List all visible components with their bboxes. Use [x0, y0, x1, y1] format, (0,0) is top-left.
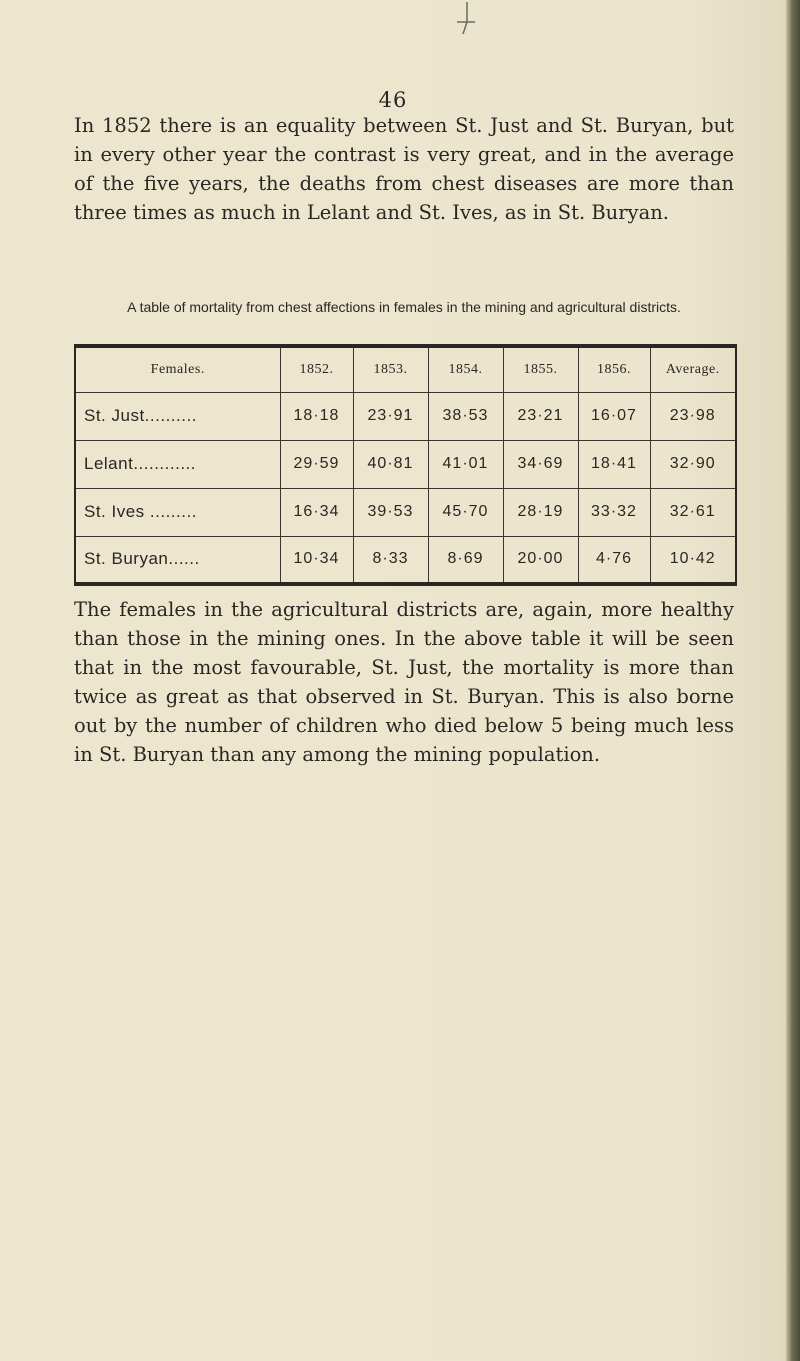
page-number: 46	[378, 88, 408, 112]
value-cell: 41·01	[428, 440, 503, 488]
district-cell: St. Just..........	[75, 392, 280, 440]
value-cell: 40·81	[353, 440, 428, 488]
value-cell: 8·33	[353, 536, 428, 584]
value-cell: 28·19	[503, 488, 578, 536]
value-cell: 20·00	[503, 536, 578, 584]
header-cell: 1854.	[428, 346, 503, 392]
value-cell: 23·91	[353, 392, 428, 440]
district-cell: St. Buryan......	[75, 536, 280, 584]
table-row	[75, 440, 736, 488]
table-caption: A table of mortality from chest affections in females in the mining and agricultural districts.	[127, 299, 681, 315]
value-cell: 29·59	[280, 440, 353, 488]
table-header-row	[75, 346, 736, 392]
value-cell: 32·61	[650, 488, 736, 536]
value-cell: 4·76	[578, 536, 650, 584]
table-row	[75, 536, 736, 584]
value-cell: 8·69	[428, 536, 503, 584]
header-cell: 1853.	[353, 346, 428, 392]
header-cell: 1852.	[280, 346, 353, 392]
header-cell: Females.	[75, 346, 280, 392]
value-cell: 23·98	[650, 392, 736, 440]
header-cell: 1856.	[578, 346, 650, 392]
value-cell: 32·90	[650, 440, 736, 488]
binding-edge	[786, 0, 800, 1361]
value-cell: 18·41	[578, 440, 650, 488]
value-cell: 45·70	[428, 488, 503, 536]
paragraph-1: In 1852 there is an equality between St. Just and St. Buryan, but in every other year the contrast is very great, and in the average of the five years, the deaths from chest diseases are more than three times as much in Lelant and St. Ives, as in St. Buryan.	[74, 114, 734, 224]
value-cell: 16·34	[280, 488, 353, 536]
value-cell: 38·53	[428, 392, 503, 440]
value-cell: 18·18	[280, 392, 353, 440]
value-cell: 34·69	[503, 440, 578, 488]
value-cell: 10·42	[650, 536, 736, 584]
mortality-table	[74, 344, 735, 582]
paragraph-2: The females in the agricultural districts are, again, more healthy than those in the mining ones. In the above table it will be seen that in the most favourable, St. Just, the mortality is more than twice as great as that observed in St. Buryan. This is also borne out by the number of children who died below 5 being much less in St. Buryan than any among the mining population.	[74, 598, 734, 766]
header-cell: 1855.	[503, 346, 578, 392]
value-cell: 23·21	[503, 392, 578, 440]
district-cell: Lelant............	[75, 440, 280, 488]
value-cell: 39·53	[353, 488, 428, 536]
district-cell: St. Ives .........	[75, 488, 280, 536]
header-cell: Average.	[650, 346, 736, 392]
value-cell: 16·07	[578, 392, 650, 440]
pencil-mark-icon	[455, 2, 477, 34]
value-cell: 33·32	[578, 488, 650, 536]
table-row	[75, 488, 736, 536]
table-row	[75, 392, 736, 440]
value-cell: 10·34	[280, 536, 353, 584]
